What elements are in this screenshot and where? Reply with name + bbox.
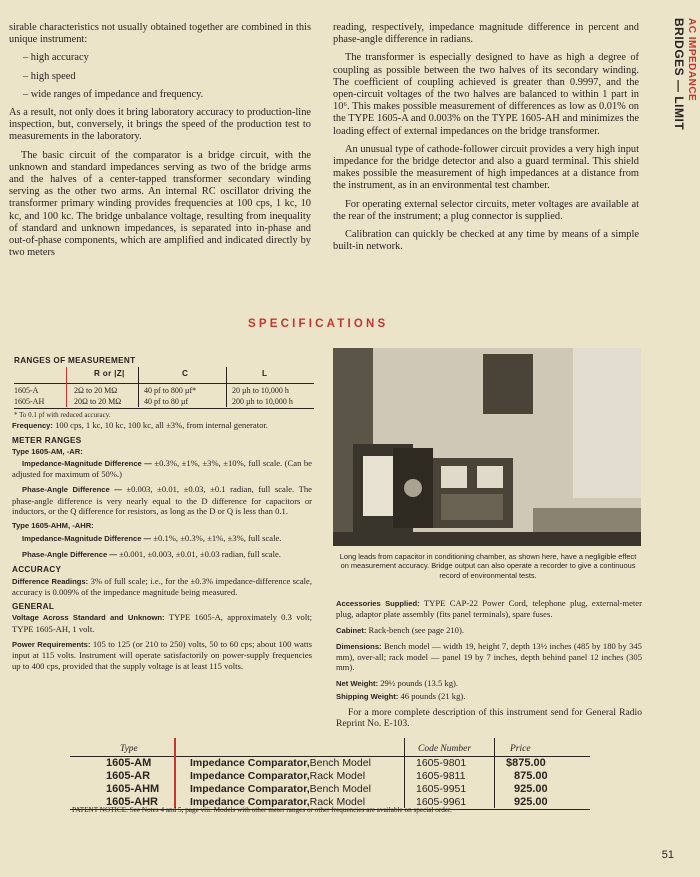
cell: 1605-AH — [14, 397, 45, 406]
paragraph: The basic circuit of the comparator is a bridge circuit, with the unknown and standard impedances serving as two of the bridge arms and the halves of a center-tapped transformer secondary winding serving as the other two arms. An internal RC oscillator driving the transformer primary winding provides frequencies at 100 cps, 1 kc, 10 kc, and 100 kc. The bridge unbalance voltage, resulting from inequality of standard and unknown impedances, is separated into in-phase and out-of-phase components, which are amplified and indicated directly by two meters — [9, 149, 311, 259]
spec-subheading: Type 1605-AM, -AR: — [12, 446, 83, 456]
spec-value: ±0.1%, ±0.3%, ±1%, ±3%, full scale. — [153, 532, 282, 543]
ranges-heading: RANGES OF MEASUREMENT — [14, 356, 136, 365]
feature-item: – high speed — [23, 70, 76, 82]
left-specs — [12, 420, 312, 676]
paragraph: reading, respectively, impedance magnitude difference in percent and phase-angle difference in radians. — [333, 22, 639, 46]
paragraph: An unusual type of cathode-follower circuit provides a very high input impedance for the bridge detector and also a guard terminal. This shield makes possible the measurement of high impedances at a distance from the instrument, as in an environmental test chamber. — [333, 143, 639, 192]
cell: 40 pf to 800 µf* — [144, 386, 197, 395]
spec-value: Bench model — width 19, height 7, depth 13½ inches (485 by 180 by 345 mm), over-all; rack model — panel 19 by 7 inches, depth behind panel 12 inches (305 mm). — [336, 640, 642, 673]
code-cell: 1605-9801 — [416, 757, 467, 769]
spec-label: Difference Readings: — [12, 576, 89, 586]
spec-value: ±0.003, ±0.01, ±0.03, ±0.1 radian, full scale. The phase-angle difference is very nearly equal to the D difference for capacitors or inductors, or the Q difference for resistors, as long as the D or Q is less than 0.1. — [12, 484, 312, 517]
spec-value: 3% of full scale; i.e., for the ±0.3% impedance-difference scale, accuracy is 0.009% of the impedance magnitude being measured. — [12, 575, 312, 597]
table-row — [14, 386, 314, 397]
desc-bold: Impedance Comparator, — [190, 796, 310, 808]
spec-heading: ACCURACY — [12, 565, 62, 575]
spec-label: Frequency: — [12, 421, 53, 430]
type-cell: 1605-AM — [106, 757, 152, 769]
spec-value: 29½ pounds (13.5 kg). — [380, 677, 459, 688]
price-cell: 925.00 — [514, 783, 548, 795]
spec-value: ±0.001, ±0.003, ±0.01, ±0.03 radian, full scale. — [119, 548, 281, 559]
price-row — [70, 770, 590, 783]
cell: 40 pf to 80 µf — [144, 397, 189, 406]
cell: 200 µh to 10,000 h — [232, 397, 293, 406]
type-cell: 1605-AHR — [106, 796, 158, 808]
spec-heading: METER RANGES — [12, 436, 82, 446]
specifications-heading: SPECIFICATIONS — [248, 318, 389, 330]
spec-value: TYPE 1605-A, approximately 0.3 volt; TYPE 1605-AH, 1 volt. — [12, 612, 312, 634]
spec-label: Accessories Supplied: — [336, 599, 420, 608]
price-table-header — [70, 744, 590, 757]
col-header: C — [182, 369, 189, 378]
photo-illustration — [333, 348, 641, 546]
cell: 20Ω to 20 MΩ — [74, 397, 122, 406]
spec-value: Rack-bench (see page 210). — [368, 624, 464, 635]
spec-value: 100 cps, 1 kc, 10 kc, 100 kc, all ±3%, from internal generator. — [55, 420, 268, 430]
cell: 2Ω to 20 MΩ — [74, 386, 118, 395]
spec-value: TYPE CAP-22 Power Cord, telephone plug, external-meter plug, adaptor plate assembly (fits panel terminals), spare fuses. — [336, 598, 642, 620]
patent-notice: PATENT NOTICE. See Notes 4 and 5, page viii. Models with other meter ranges or other frequencies are available on special order. — [72, 806, 452, 814]
photo-caption: Long leads from capacitor in conditioning chamber, as shown here, have a negligible effect on measurement accuracy. Bridge output can also operate a recorder to give a continuous record of environmental tests. — [339, 552, 637, 580]
section-tab-subtitle: AC IMPEDANCE — [686, 18, 697, 102]
section-tab — [668, 18, 700, 228]
price-table — [70, 744, 590, 810]
spec-label: Cabinet: — [336, 625, 367, 635]
col-header: L — [262, 369, 268, 378]
col-header: Price — [510, 744, 531, 754]
desc: Rack Model — [309, 796, 366, 808]
ranges-table — [14, 356, 314, 419]
spec-value: ±0.3%, ±1%, ±3%, ±10%, full scale. (Can be adjusted for maximum of 50%.) — [12, 457, 313, 480]
spec-label: Shipping Weight: — [336, 692, 399, 702]
page-number: 51 — [661, 849, 674, 861]
price-cell: 875.00 — [514, 770, 548, 782]
right-column — [333, 22, 639, 259]
col-header: Code Number — [418, 744, 472, 754]
spec-label: Phase-Angle Difference — — [22, 549, 117, 559]
footnote: * To 0.1 pf with reduced accuracy. — [14, 411, 111, 419]
price-row — [70, 757, 590, 770]
col-header: Type — [120, 744, 138, 754]
desc-bold: Impedance Comparator, — [190, 757, 310, 769]
price-cell: $875.00 — [506, 757, 546, 769]
spec-subheading: Type 1605-AHM, -AHR: — [12, 521, 94, 531]
paragraph: The transformer is especially designed to have as high a degree of coupling as possible between the two halves of its secondary winding. The coefficient of coupling achieved is greater than 0.9997, and the open-circuit voltages of the two halves are balanced to within 1 part in 10⁶. This makes possible measurement of differences as low as 0.01% on the TYPE 1605-A and 0.003% on the TYPE 1605-AH and minimizes the loading effect of external impedances on the bridge transformer. — [333, 52, 639, 137]
price-row — [70, 783, 590, 796]
spec-label: Net Weight: — [336, 678, 379, 688]
desc-bold: Impedance Comparator, — [190, 783, 310, 795]
reprint-note: For a more complete description of this instrument send for General Radio Reprint No. E-103. — [336, 707, 642, 730]
desc: Bench Model — [309, 783, 371, 795]
feature-item: – wide ranges of impedance and frequency. — [23, 88, 204, 100]
type-cell: 1605-AR — [106, 770, 151, 782]
spec-label: Dimensions: — [336, 641, 382, 651]
type-cell: 1605-AHM — [106, 783, 160, 795]
left-column — [9, 22, 311, 265]
spec-label: Voltage Across Standard and Unknown: — [12, 613, 165, 623]
cell: 20 µh to 10,000 h — [232, 386, 289, 395]
spec-label: Power Requirements: — [12, 640, 91, 650]
desc: Bench Model — [309, 757, 371, 769]
spec-heading: GENERAL — [12, 602, 55, 612]
spec-value: 46 pounds (21 kg). — [400, 691, 466, 702]
code-cell: 1605-9951 — [416, 783, 467, 795]
feature-list — [9, 52, 311, 101]
paragraph: As a result, not only does it bring laboratory accuracy to production-line inspection, but, conversely, it brings the speed of the production test to measurements in the laboratory. — [9, 107, 311, 143]
spec-label: Impedance-Magnitude Difference — — [22, 458, 152, 468]
paragraph: For operating external selector circuits, meter voltages are available at the rear of the instrument; a plug connector is supplied. — [333, 198, 639, 222]
ranges-header-row — [14, 369, 314, 384]
table-row — [14, 397, 314, 409]
desc: Rack Model — [309, 770, 366, 782]
spec-value: 105 to 125 (or 210 to 250) volts, 50 to 60 cps; about 100 watts input at 115 volts. Instrument will operate satisfactorily on power-supply frequencies up to 400 cps, provided that the supply voltage is at least 115 volts. — [12, 639, 312, 671]
feature-item: – high accuracy — [23, 52, 89, 64]
spec-label: Phase-Angle Difference — — [22, 485, 122, 495]
code-cell: 1605-9961 — [416, 796, 467, 808]
price-cell: 925.00 — [514, 796, 548, 808]
right-specs — [336, 598, 642, 734]
cell: 1605-A — [14, 386, 39, 395]
paragraph: Calibration can quickly be checked at any time by means of a simple built-in network. — [333, 229, 639, 253]
code-cell: 1605-9811 — [416, 770, 466, 782]
col-header: R or |Z| — [94, 369, 125, 378]
desc-bold: Impedance Comparator, — [190, 770, 310, 782]
intro-text: sirable characteristics not usually obtained together are combined in this unique instrument: — [9, 22, 311, 46]
product-photo — [333, 348, 641, 546]
spec-label: Impedance-Magnitude Difference — — [22, 533, 152, 543]
section-tab-title: BRIDGES — LIMIT — [672, 18, 686, 131]
